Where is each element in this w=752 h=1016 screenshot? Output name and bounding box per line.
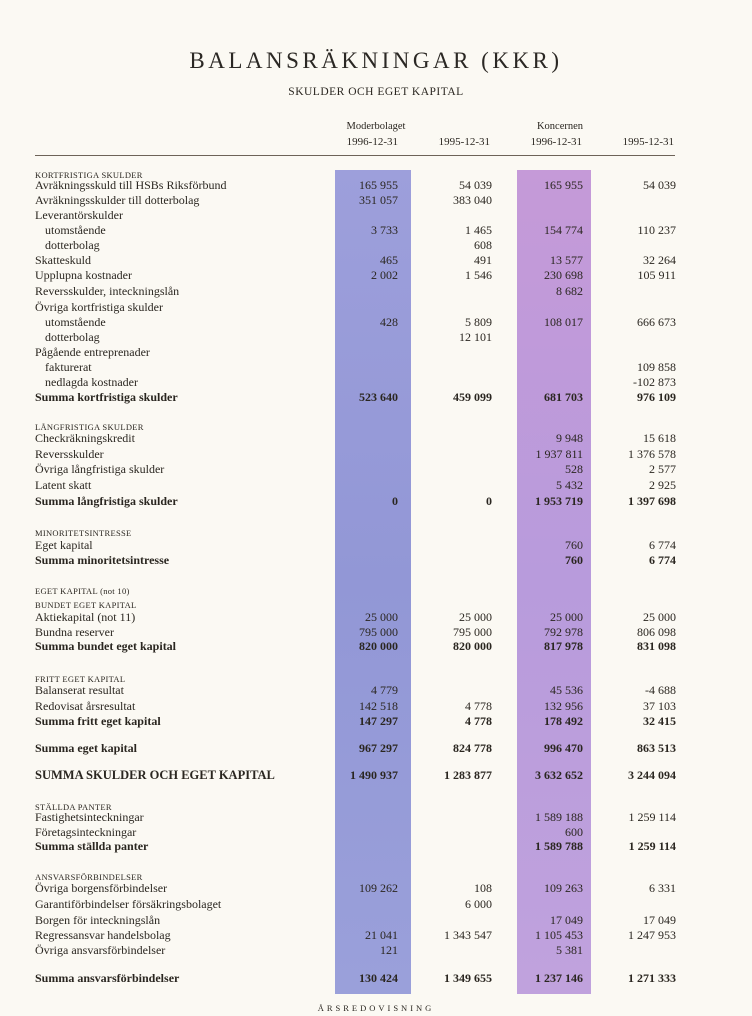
row-value: 1 105 453	[535, 928, 583, 942]
row-value: 1 271 333	[628, 971, 676, 985]
row-label: BUNDET EGET KAPITAL	[35, 600, 137, 610]
section-heading	[0, 584, 752, 598]
row-value: 4 779	[371, 683, 398, 697]
row-label: STÄLLDA PANTER	[35, 802, 112, 812]
row-label: SUMMA SKULDER OCH EGET KAPITAL	[35, 768, 275, 782]
row-label: Upplupna kostnader	[35, 268, 132, 282]
row-value: 5 809	[465, 315, 492, 329]
row-label: Summa ställda panter	[35, 839, 149, 853]
row-value: 608	[474, 238, 492, 252]
table-row	[0, 238, 752, 252]
column-group-moderbolaget: Moderbolaget	[346, 121, 406, 132]
row-label: Garantiförbindelser försäkringsbolaget	[35, 897, 222, 911]
row-label: utomstående	[45, 315, 106, 329]
row-value: 5 381	[556, 943, 583, 957]
row-value: 996 470	[544, 741, 583, 755]
table-row	[0, 699, 752, 713]
row-value: 1 237 146	[535, 971, 583, 985]
table-row	[0, 253, 752, 267]
row-value: 25 000	[365, 610, 398, 624]
row-label: Latent skatt	[35, 478, 92, 492]
row-value: 6 331	[649, 881, 676, 895]
row-label: Summa långfristiga skulder	[35, 494, 178, 508]
row-value: 491	[474, 253, 492, 267]
row-value: 863 513	[637, 741, 676, 755]
row-value: 109 262	[359, 881, 398, 895]
column-date: 1996-12-31	[346, 136, 398, 148]
row-label: Fastighetsinteckningar	[35, 810, 144, 824]
row-label: Redovisat årsresultat	[35, 699, 136, 713]
header-rule	[35, 155, 675, 156]
row-label: fakturerat	[45, 360, 92, 374]
row-value: 54 039	[643, 178, 676, 192]
row-label: dotterbolag	[45, 238, 100, 252]
row-label: Övriga kortfristiga skulder	[35, 300, 163, 314]
row-value: 32 264	[643, 253, 676, 267]
table-row	[0, 825, 752, 839]
row-label: Eget kapital	[35, 538, 93, 552]
row-value: 6 000	[465, 897, 492, 911]
row-value: 25 000	[459, 610, 492, 624]
table-row	[0, 943, 752, 957]
row-value: 0	[486, 494, 492, 508]
table-row	[0, 375, 752, 389]
row-label: Leverantörskulder	[35, 208, 123, 222]
table-row	[0, 360, 752, 374]
row-value: 109 263	[544, 881, 583, 895]
table-row	[0, 897, 752, 911]
row-label: Summa bundet eget kapital	[35, 639, 177, 653]
table-row	[0, 178, 752, 192]
sum-row	[0, 768, 752, 782]
row-label: Övriga ansvarsförbindelser	[35, 943, 166, 957]
row-label: utomstående	[45, 223, 106, 237]
row-value: 1 283 877	[444, 768, 492, 782]
row-label: FRITT EGET KAPITAL	[35, 674, 126, 684]
sum-row	[0, 553, 752, 567]
row-value: 1 546	[465, 268, 492, 282]
row-value: 2 925	[649, 478, 676, 492]
row-value: 32 415	[643, 714, 676, 728]
row-value: 1 937 811	[535, 447, 583, 461]
row-label: Summa fritt eget kapital	[35, 714, 161, 728]
row-value: 108	[474, 881, 492, 895]
row-value: 523 640	[359, 390, 398, 404]
row-label: dotterbolag	[45, 330, 100, 344]
row-label: Summa ansvarsförbindelser	[35, 971, 180, 985]
row-value: 15 618	[643, 431, 676, 445]
row-value: 1 259 114	[628, 810, 676, 824]
row-value: 795 000	[359, 625, 398, 639]
table-row	[0, 345, 752, 359]
row-value: 230 698	[544, 268, 583, 282]
row-value: 1 589 188	[535, 810, 583, 824]
row-label: Bundna reserver	[35, 625, 114, 639]
row-value: 3 632 652	[535, 768, 583, 782]
row-value: 165 955	[359, 178, 398, 192]
row-value: 1 465	[465, 223, 492, 237]
page-title: BALANSRÄKNINGAR (KKR)	[189, 48, 563, 73]
row-value: 110 237	[637, 223, 676, 237]
sum-row	[0, 714, 752, 728]
row-value: 1 259 114	[628, 839, 676, 853]
sum-row	[0, 639, 752, 653]
table-row	[0, 928, 752, 942]
row-value: 165 955	[544, 178, 583, 192]
row-label: Skatteskuld	[35, 253, 91, 267]
row-value: 351 057	[359, 193, 398, 207]
row-label: Aktiekapital (not 11)	[35, 610, 136, 624]
row-value: 108 017	[544, 315, 583, 329]
row-value: 121	[380, 943, 398, 957]
row-value: 109 858	[637, 360, 676, 374]
table-row	[0, 268, 752, 282]
row-value: 4 778	[465, 714, 492, 728]
sum-row	[0, 971, 752, 985]
row-value: 760	[565, 553, 583, 567]
sum-row	[0, 839, 752, 853]
row-value: 132 956	[544, 699, 583, 713]
row-label: Övriga långfristiga skulder	[35, 462, 165, 476]
row-value: 459 099	[453, 390, 492, 404]
row-value: 1 376 578	[628, 447, 676, 461]
row-value: 21 041	[365, 928, 398, 942]
row-value: -102 873	[633, 375, 676, 389]
row-value: 2 577	[649, 462, 676, 476]
row-label: KORTFRISTIGA SKULDER	[35, 170, 143, 180]
row-label: Checkräkningskredit	[35, 431, 135, 445]
row-label: Summa kortfristiga skulder	[35, 390, 178, 404]
row-value: 1 953 719	[535, 494, 583, 508]
row-label: Avräkningsskuld till HSBs Riksförbund	[35, 178, 227, 192]
row-value: 13 577	[550, 253, 583, 267]
table-row	[0, 683, 752, 697]
row-label: Balanserat resultat	[35, 683, 124, 697]
sum-row	[0, 494, 752, 508]
table-row	[0, 284, 752, 298]
row-value: 465	[380, 253, 398, 267]
row-value: 25 000	[550, 610, 583, 624]
page-subtitle: SKULDER OCH EGET KAPITAL	[288, 86, 464, 98]
table-row	[0, 193, 752, 207]
table-row	[0, 431, 752, 445]
row-value: 820 000	[453, 639, 492, 653]
row-label: Reversskulder, inteckningslån	[35, 284, 180, 298]
row-value: 792 978	[544, 625, 583, 639]
row-value: 795 000	[453, 625, 492, 639]
row-value: 147 297	[359, 714, 398, 728]
row-value: 1 490 937	[350, 768, 398, 782]
row-value: 976 109	[637, 390, 676, 404]
row-value: 806 098	[637, 625, 676, 639]
row-value: 5 432	[556, 478, 583, 492]
row-value: 1 589 788	[535, 839, 583, 853]
row-value: 1 247 953	[628, 928, 676, 942]
row-label: nedlagda kostnader	[45, 375, 138, 389]
row-label: Avräkningsskulder till dotterbolag	[35, 193, 200, 207]
table-row	[0, 462, 752, 476]
row-value: 820 000	[359, 639, 398, 653]
row-label: EGET KAPITAL (not 10)	[35, 586, 130, 596]
row-value: 817 978	[544, 639, 583, 653]
row-label: Summa eget kapital	[35, 741, 137, 755]
table-row	[0, 913, 752, 927]
page-footer: ÅRSREDOVISNING	[317, 1003, 435, 1013]
row-value: 54 039	[459, 178, 492, 192]
table-row	[0, 625, 752, 639]
row-value: 4 778	[465, 699, 492, 713]
table-row	[0, 330, 752, 344]
table-row	[0, 447, 752, 461]
row-value: 17 049	[550, 913, 583, 927]
row-value: 428	[380, 315, 398, 329]
row-value: 2 002	[371, 268, 398, 282]
table-row	[0, 315, 752, 329]
column-date: 1995-12-31	[438, 136, 490, 148]
row-value: 142 518	[359, 699, 398, 713]
row-value: -4 688	[645, 683, 676, 697]
row-value: 681 703	[544, 390, 583, 404]
row-value: 12 101	[459, 330, 492, 344]
row-value: 0	[392, 494, 398, 508]
row-value: 831 098	[637, 639, 676, 653]
row-value: 154 774	[544, 223, 583, 237]
row-value: 1 397 698	[628, 494, 676, 508]
row-label: Borgen för inteckningslån	[35, 913, 161, 927]
table-row	[0, 538, 752, 552]
row-value: 130 424	[359, 971, 398, 985]
row-value: 45 536	[550, 683, 583, 697]
row-value: 3 733	[371, 223, 398, 237]
table-row	[0, 610, 752, 624]
table-row	[0, 300, 752, 314]
row-value: 25 000	[643, 610, 676, 624]
row-value: 528	[565, 462, 583, 476]
row-value: 967 297	[359, 741, 398, 755]
row-value: 666 673	[637, 315, 676, 329]
row-value: 105 911	[637, 268, 676, 282]
table-row	[0, 208, 752, 222]
row-value: 824 778	[453, 741, 492, 755]
row-value: 6 774	[649, 538, 676, 552]
row-label: Övriga borgensförbindelser	[35, 881, 168, 895]
row-label: Företagsinteckningar	[35, 825, 137, 839]
table-row	[0, 223, 752, 237]
row-label: Summa minoritetsintresse	[35, 553, 170, 567]
row-value: 8 682	[556, 284, 583, 298]
row-label: Reversskulder	[35, 447, 104, 461]
row-label: LÅNGFRISTIGA SKULDER	[35, 422, 144, 432]
row-label: ANSVARSFÖRBINDELSER	[35, 872, 143, 882]
row-label: Regressansvar handelsbolag	[35, 928, 171, 942]
row-label: MINORITETSINTRESSE	[35, 528, 132, 538]
row-value: 9 948	[556, 431, 583, 445]
row-value: 600	[565, 825, 583, 839]
table-row	[0, 478, 752, 492]
column-group-koncernen: Koncernen	[536, 121, 584, 132]
table-row	[0, 881, 752, 895]
row-value: 6 774	[649, 553, 676, 567]
table-row	[0, 810, 752, 824]
row-value: 760	[565, 538, 583, 552]
row-value: 17 049	[643, 913, 676, 927]
row-value: 178 492	[544, 714, 583, 728]
row-value: 1 349 655	[444, 971, 492, 985]
row-value: 37 103	[643, 699, 676, 713]
row-value: 1 343 547	[444, 928, 492, 942]
column-date: 1995-12-31	[622, 136, 674, 148]
row-value: 3 244 094	[628, 768, 676, 782]
row-value: 383 040	[453, 193, 492, 207]
column-date: 1996-12-31	[530, 136, 582, 148]
sum-row	[0, 390, 752, 404]
sum-row	[0, 741, 752, 755]
row-label: Pågående entreprenader	[35, 345, 150, 359]
